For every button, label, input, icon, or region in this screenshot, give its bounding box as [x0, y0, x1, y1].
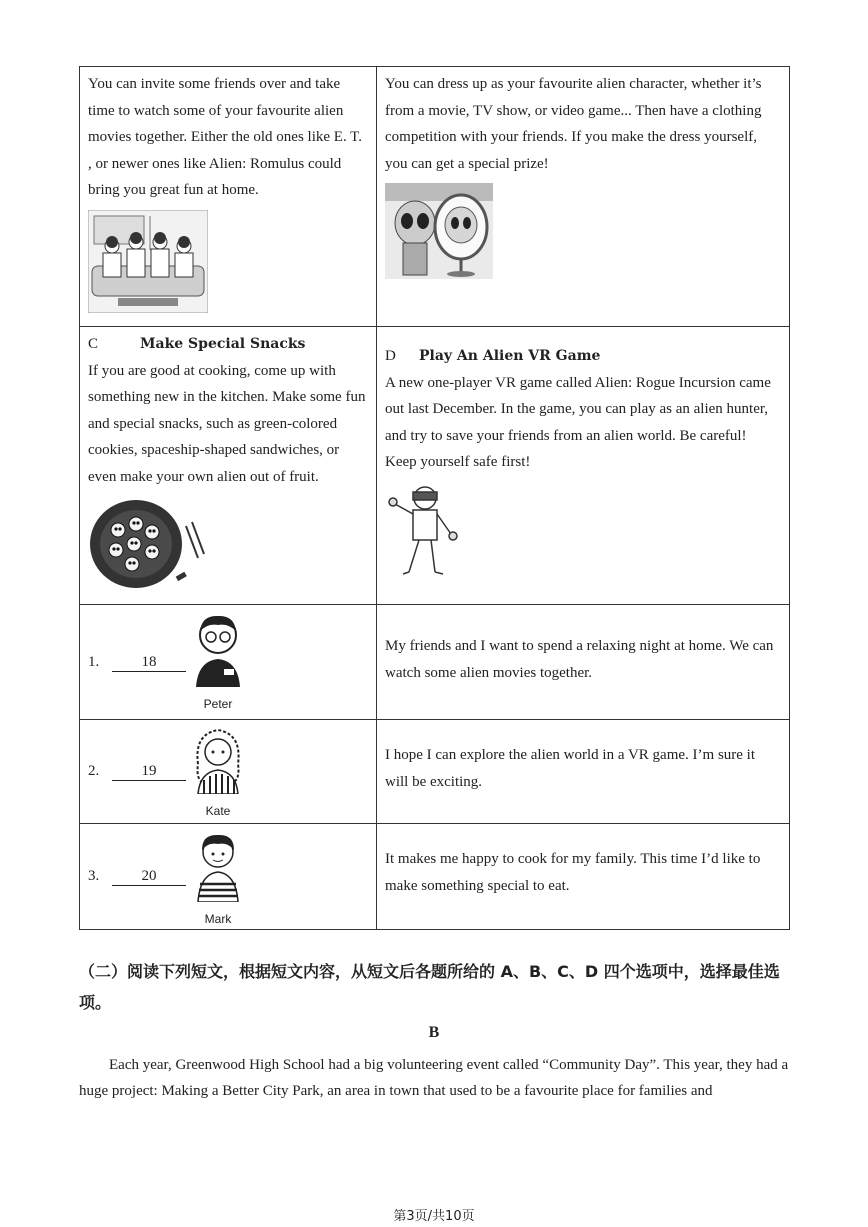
- option-d-title: Play An Alien VR Game: [419, 348, 601, 364]
- option-d-text: A new one-player VR game called Alien: Rogue Incursion came out last December. In the game, you can play as an alien hunter, and try to save your friends from an alien world. Be careful! Keep yourself safe first!: [385, 374, 771, 470]
- question-3-number: 3.: [88, 868, 100, 885]
- question-2-cell: [80, 720, 377, 824]
- answer-blank-18[interactable]: 18: [112, 653, 186, 672]
- question-3-statement: It makes me happy to cook for my family. This time I’d like to make something special to eat.: [385, 851, 761, 894]
- peter-figure: [186, 613, 250, 711]
- section-instructions: （二）阅读下列短文，根据短文内容，从短文后各题所给的 A、B、C、D 四个选项中，选择最佳选项。: [79, 962, 780, 1012]
- mark-figure: [186, 830, 250, 926]
- option-a-cell: [80, 67, 377, 327]
- alien-snacks-plate-image: [88, 496, 210, 590]
- mark-name: Mark: [204, 911, 232, 926]
- question-2-statement: I hope I can explore the alien world in a VR game. I’m sure it will be exciting.: [385, 747, 756, 790]
- activities-table: [79, 66, 790, 930]
- option-d-letter: D: [385, 348, 396, 364]
- question-1-cell: [80, 605, 377, 720]
- question-1-number: 1.: [88, 653, 100, 670]
- answer-blank-19[interactable]: 19: [112, 762, 186, 781]
- friends-watching-movie-image: [88, 210, 208, 313]
- peter-portrait-icon: [190, 613, 246, 687]
- option-b-text: You can dress up as your favourite alien character, whether it’s from a movie, TV show, or video game... Then have a clothing competition with your friends. If you make the dress yourself, you can get a special prize!: [385, 76, 762, 172]
- question-2-statement-cell: [377, 720, 790, 824]
- option-d-cell: [377, 327, 790, 605]
- question-3-statement-cell: [377, 824, 790, 930]
- option-b-cell: [377, 67, 790, 327]
- answer-blank-20[interactable]: 20: [112, 867, 186, 886]
- question-2-number: 2.: [88, 763, 100, 780]
- page-number: 第3页/共10页: [393, 1209, 475, 1224]
- vr-player-image: [385, 482, 465, 578]
- alien-costume-image: [385, 183, 493, 279]
- peter-name: Peter: [203, 696, 233, 711]
- option-c-cell: [80, 327, 377, 605]
- question-3-cell: [80, 824, 377, 930]
- option-c-text: If you are good at cooking, come up with something new in the kitchen. Make some fun and special snacks, such as green-colored cookies, spaceship-shaped sandwiches, or even make your own alien out of fruit.: [88, 362, 366, 485]
- question-1-statement: My friends and I want to spend a relaxing night at home. We can watch some alien movies together.: [385, 638, 774, 681]
- option-c-heading: [88, 331, 368, 358]
- option-c-title: Make Special Snacks: [140, 336, 306, 352]
- passage-letter: B: [428, 1024, 440, 1041]
- kate-portrait-icon: [190, 724, 246, 794]
- mark-portrait-icon: [190, 830, 246, 902]
- question-1-statement-cell: [377, 605, 790, 720]
- option-d-heading: [385, 343, 781, 370]
- kate-name: Kate: [205, 803, 231, 818]
- kate-figure: [186, 724, 250, 818]
- option-c-letter: C: [88, 336, 99, 352]
- option-a-text: You can invite some friends over and take time to watch some of your favourite alien movies together. Either the old ones like E. T. , or newer ones like Alien: Romulus could bring you great fun at home.: [88, 76, 362, 198]
- passage-text: Each year, Greenwood High School had a big volunteering event called “Community Day”. This year, they had a huge project: Making a Better City Park, an area in town that used to be a favourite place for families and: [79, 1057, 789, 1099]
